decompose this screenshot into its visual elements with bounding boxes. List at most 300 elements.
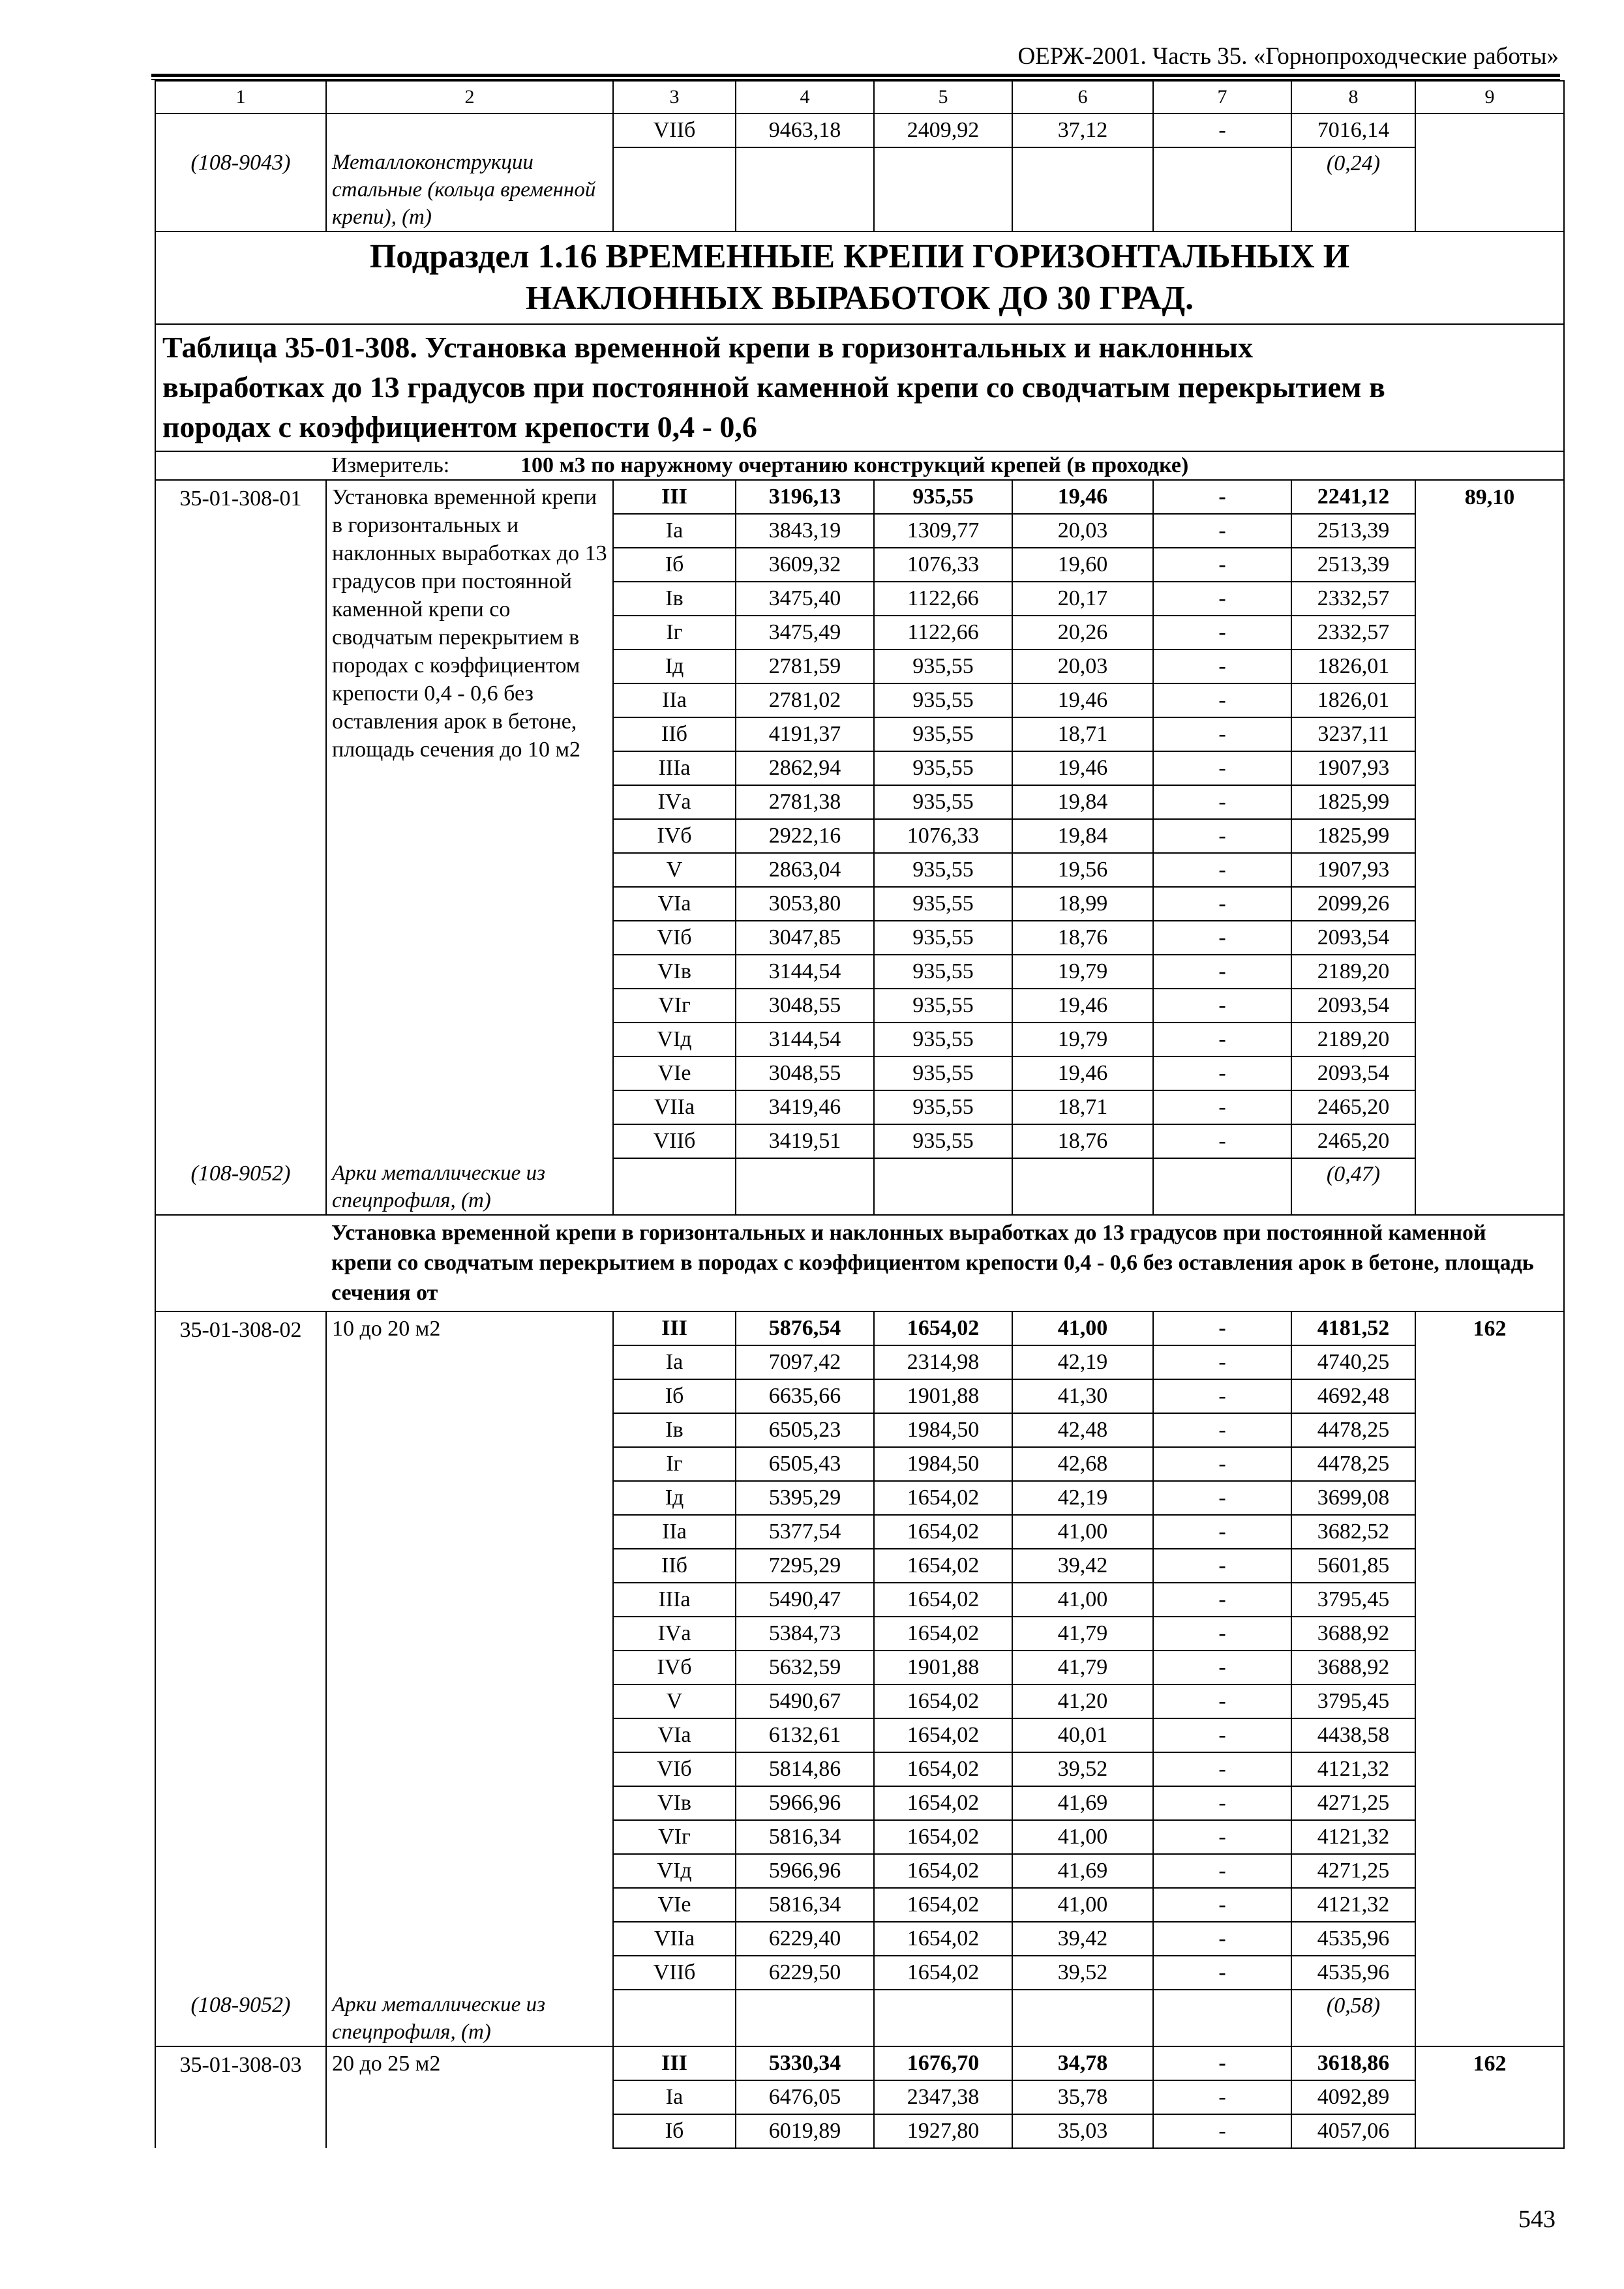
measure-label: Измеритель: bbox=[331, 453, 450, 477]
wages-cell: 2347,38 bbox=[874, 2080, 1012, 2114]
resource-code: (108-9043) bbox=[155, 147, 326, 232]
total-cost-cell: 5632,59 bbox=[736, 1651, 874, 1684]
measure-value: 100 м3 по наружному очертанию конструкций крепей (в проходке) bbox=[520, 453, 1189, 477]
machines-cell: 19,84 bbox=[1012, 785, 1153, 819]
materials-cell: 2465,20 bbox=[1291, 1124, 1415, 1158]
machines-cell: 19,46 bbox=[1012, 683, 1153, 717]
zone-cell: VIе bbox=[613, 1056, 736, 1090]
machines-cell: 41,00 bbox=[1012, 1888, 1153, 1922]
code-cell: 35-01-308-02 bbox=[155, 1311, 326, 1990]
machines-cell: 19,46 bbox=[1012, 989, 1153, 1023]
wages-cell: 1654,02 bbox=[874, 1481, 1012, 1515]
labor-cell: 162 bbox=[1415, 1311, 1564, 1990]
machines-cell: 19,79 bbox=[1012, 1023, 1153, 1056]
total-cost-cell: 4191,37 bbox=[736, 717, 874, 751]
materials-cell: 2332,57 bbox=[1291, 616, 1415, 650]
machines-cell: 18,99 bbox=[1012, 887, 1153, 921]
total-cost-cell: 5395,29 bbox=[736, 1481, 874, 1515]
zone-cell: IVа bbox=[613, 1617, 736, 1651]
table-cell bbox=[736, 147, 874, 232]
table-cell bbox=[736, 1158, 874, 1215]
resource-qty: (0,24) bbox=[1291, 147, 1415, 232]
machines-cell: 19,46 bbox=[1012, 480, 1153, 514]
resource-code: (108-9052) bbox=[155, 1990, 326, 2046]
total-cost-cell: 6019,89 bbox=[736, 2114, 874, 2148]
machines-cell: 20,03 bbox=[1012, 514, 1153, 548]
materials-cell: 4092,89 bbox=[1291, 2080, 1415, 2114]
total-cost-cell: 9463,18 bbox=[736, 113, 874, 147]
resource-code: (108-9052) bbox=[155, 1158, 326, 1215]
zone-cell: IVа bbox=[613, 785, 736, 819]
wages-cell: 1984,50 bbox=[874, 1447, 1012, 1481]
materials-cell: 3618,86 bbox=[1291, 2046, 1415, 2080]
machines-cell: 41,20 bbox=[1012, 1684, 1153, 1718]
resource-qty: (0,47) bbox=[1291, 1158, 1415, 1215]
machinist-wages-cell: - bbox=[1153, 683, 1291, 717]
total-cost-cell: 3048,55 bbox=[736, 989, 874, 1023]
total-cost-cell: 3843,19 bbox=[736, 514, 874, 548]
table-title-line: выработках до 13 градусов при постоянной каменной крепи со сводчатым перекрытием в bbox=[162, 370, 1385, 404]
column-number-row bbox=[155, 81, 1564, 113]
table-cell bbox=[613, 147, 736, 232]
description-cell bbox=[326, 113, 613, 147]
resource-row bbox=[155, 1990, 1564, 2046]
resource-name: Арки металлические из спецпрофиля, (т) bbox=[326, 1158, 613, 1215]
machines-cell: 41,00 bbox=[1012, 1820, 1153, 1854]
total-cost-cell: 7295,29 bbox=[736, 1549, 874, 1583]
materials-cell: 2093,54 bbox=[1291, 989, 1415, 1023]
total-cost-cell: 3196,13 bbox=[736, 480, 874, 514]
wages-cell: 1654,02 bbox=[874, 1718, 1012, 1752]
section-title bbox=[155, 232, 1564, 324]
machinist-wages-cell: - bbox=[1153, 1956, 1291, 1990]
zone-cell: Iд bbox=[613, 1481, 736, 1515]
machinist-wages-cell: - bbox=[1153, 751, 1291, 785]
total-cost-cell: 3419,51 bbox=[736, 1124, 874, 1158]
labor-cell: 89,10 bbox=[1415, 480, 1564, 1158]
table-cell bbox=[1415, 1158, 1564, 1215]
wages-cell: 935,55 bbox=[874, 1124, 1012, 1158]
total-cost-cell: 3047,85 bbox=[736, 921, 874, 955]
machinist-wages-cell: - bbox=[1153, 989, 1291, 1023]
wages-cell: 935,55 bbox=[874, 785, 1012, 819]
materials-cell: 2093,54 bbox=[1291, 1056, 1415, 1090]
machinist-wages-cell: - bbox=[1153, 717, 1291, 751]
machines-cell: 19,56 bbox=[1012, 853, 1153, 887]
machines-cell: 19,79 bbox=[1012, 955, 1153, 989]
zone-cell: V bbox=[613, 853, 736, 887]
machines-cell: 42,48 bbox=[1012, 1413, 1153, 1447]
zone-cell: Iг bbox=[613, 1447, 736, 1481]
wages-cell: 935,55 bbox=[874, 1090, 1012, 1124]
wages-cell: 1309,77 bbox=[874, 514, 1012, 548]
machines-cell: 18,76 bbox=[1012, 1124, 1153, 1158]
wages-cell: 1122,66 bbox=[874, 582, 1012, 616]
materials-cell: 4121,32 bbox=[1291, 1820, 1415, 1854]
labor-cell: 162 bbox=[1415, 2046, 1564, 2148]
table-cell bbox=[155, 451, 326, 480]
materials-cell: 3688,92 bbox=[1291, 1651, 1415, 1684]
total-cost-cell: 2781,59 bbox=[736, 650, 874, 683]
machinist-wages-cell: - bbox=[1153, 921, 1291, 955]
wages-cell: 1654,02 bbox=[874, 1515, 1012, 1549]
table-cell bbox=[874, 147, 1012, 232]
machines-cell: 42,19 bbox=[1012, 1481, 1153, 1515]
wages-cell: 935,55 bbox=[874, 683, 1012, 717]
materials-cell: 4535,96 bbox=[1291, 1956, 1415, 1990]
zone-cell: Iв bbox=[613, 582, 736, 616]
section-title-row bbox=[155, 232, 1564, 324]
zone-cell: VIа bbox=[613, 887, 736, 921]
total-cost-cell: 5377,54 bbox=[736, 1515, 874, 1549]
column-number: 3 bbox=[613, 81, 736, 113]
machines-cell: 19,60 bbox=[1012, 548, 1153, 582]
machinist-wages-cell: - bbox=[1153, 1413, 1291, 1447]
machinist-wages-cell: - bbox=[1153, 548, 1291, 582]
table-title bbox=[155, 324, 1564, 451]
resource-name: Металлоконструкции стальные (кольца временной крепи), (т) bbox=[326, 147, 613, 232]
machinist-wages-cell: - bbox=[1153, 1820, 1291, 1854]
machines-cell: 41,79 bbox=[1012, 1617, 1153, 1651]
materials-cell: 3237,11 bbox=[1291, 717, 1415, 751]
description-cell: 20 до 25 м2 bbox=[326, 2046, 613, 2148]
machinist-wages-cell: - bbox=[1153, 1481, 1291, 1515]
wages-cell: 1654,02 bbox=[874, 1752, 1012, 1786]
machines-cell: 18,76 bbox=[1012, 921, 1153, 955]
zone-cell: III bbox=[613, 1311, 736, 1345]
zone-cell: IVб bbox=[613, 1651, 736, 1684]
machinist-wages-cell: - bbox=[1153, 582, 1291, 616]
code-cell: 35-01-308-01 bbox=[155, 480, 326, 1158]
machinist-wages-cell: - bbox=[1153, 514, 1291, 548]
table-row bbox=[155, 480, 1564, 514]
total-cost-cell: 6132,61 bbox=[736, 1718, 874, 1752]
zone-cell: VIIа bbox=[613, 1922, 736, 1956]
zone-cell: VIIа bbox=[613, 1090, 736, 1124]
materials-cell: 1907,93 bbox=[1291, 751, 1415, 785]
description-cell: Установка временной крепи в горизонтальных и наклонных выработках до 13 градусов при постоянной каменной крепи со сводчатым перекрытием в породах с коэффициентом крепости 0,4 - 0,6 без оставления арок в бетоне, площадь сечения до 10 м2 bbox=[326, 480, 613, 1158]
machines-cell: 18,71 bbox=[1012, 1090, 1153, 1124]
machinist-wages-cell: - bbox=[1153, 2046, 1291, 2080]
machinist-wages-cell: - bbox=[1153, 1124, 1291, 1158]
table-cell bbox=[155, 1215, 326, 1311]
machinist-wages-cell: - bbox=[1153, 2080, 1291, 2114]
wages-cell: 935,55 bbox=[874, 853, 1012, 887]
wages-cell: 1654,02 bbox=[874, 1888, 1012, 1922]
materials-cell: 4181,52 bbox=[1291, 1311, 1415, 1345]
machinist-wages-cell: - bbox=[1153, 887, 1291, 921]
wages-cell: 935,55 bbox=[874, 921, 1012, 955]
total-cost-cell: 6229,50 bbox=[736, 1956, 874, 1990]
zone-cell: VIв bbox=[613, 1786, 736, 1820]
machinist-wages-cell: - bbox=[1153, 1922, 1291, 1956]
machinist-wages-cell: - bbox=[1153, 1345, 1291, 1379]
zone-cell: III bbox=[613, 2046, 736, 2080]
materials-cell: 2332,57 bbox=[1291, 582, 1415, 616]
machines-cell: 41,69 bbox=[1012, 1786, 1153, 1820]
machinist-wages-cell: - bbox=[1153, 1684, 1291, 1718]
materials-cell: 4740,25 bbox=[1291, 1345, 1415, 1379]
total-cost-cell: 6476,05 bbox=[736, 2080, 874, 2114]
table-body bbox=[155, 81, 1564, 2148]
zone-cell: Iб bbox=[613, 2114, 736, 2148]
zone-cell: IIб bbox=[613, 717, 736, 751]
materials-cell: 2513,39 bbox=[1291, 548, 1415, 582]
machinist-wages-cell: - bbox=[1153, 1854, 1291, 1888]
wages-cell: 935,55 bbox=[874, 480, 1012, 514]
machinist-wages-cell: - bbox=[1153, 1786, 1291, 1820]
materials-cell: 3795,45 bbox=[1291, 1684, 1415, 1718]
table-row bbox=[155, 2046, 1564, 2080]
column-number: 1 bbox=[155, 81, 326, 113]
total-cost-cell: 5330,34 bbox=[736, 2046, 874, 2080]
rates-table bbox=[155, 80, 1565, 2149]
subtable-heading-row bbox=[155, 1215, 1564, 1311]
machines-cell: 19,46 bbox=[1012, 751, 1153, 785]
zone-cell: VIв bbox=[613, 955, 736, 989]
total-cost-cell: 5966,96 bbox=[736, 1854, 874, 1888]
zone-cell: Iа bbox=[613, 1345, 736, 1379]
materials-cell: 4121,32 bbox=[1291, 1888, 1415, 1922]
machinist-wages-cell: - bbox=[1153, 1023, 1291, 1056]
zone-cell: VIг bbox=[613, 1820, 736, 1854]
machines-cell: 41,69 bbox=[1012, 1854, 1153, 1888]
wages-cell: 1901,88 bbox=[874, 1379, 1012, 1413]
machines-cell: 35,03 bbox=[1012, 2114, 1153, 2148]
table-cell bbox=[1415, 1990, 1564, 2046]
table-cell bbox=[1012, 1990, 1153, 2046]
zone-cell: IIа bbox=[613, 683, 736, 717]
materials-cell: 2189,20 bbox=[1291, 955, 1415, 989]
wages-cell: 1654,02 bbox=[874, 1820, 1012, 1854]
page-header: ОЕРЖ-2001. Часть 35. «Горнопроходческие работы» bbox=[1017, 43, 1559, 70]
column-number: 7 bbox=[1153, 81, 1291, 113]
materials-cell: 4692,48 bbox=[1291, 1379, 1415, 1413]
wages-cell: 1927,80 bbox=[874, 2114, 1012, 2148]
materials-cell: 4057,06 bbox=[1291, 2114, 1415, 2148]
column-number: 4 bbox=[736, 81, 874, 113]
table-cell bbox=[874, 1158, 1012, 1215]
zone-cell: VIIб bbox=[613, 1124, 736, 1158]
machinist-wages-cell: - bbox=[1153, 1447, 1291, 1481]
wages-cell: 1654,02 bbox=[874, 1311, 1012, 1345]
materials-cell: 1825,99 bbox=[1291, 819, 1415, 853]
machines-cell: 41,79 bbox=[1012, 1651, 1153, 1684]
zone-cell: Iг bbox=[613, 616, 736, 650]
wages-cell: 1654,02 bbox=[874, 1684, 1012, 1718]
resource-qty: (0,58) bbox=[1291, 1990, 1415, 2046]
machines-cell: 41,00 bbox=[1012, 1311, 1153, 1345]
total-cost-cell: 6229,40 bbox=[736, 1922, 874, 1956]
zone-cell: IIIа bbox=[613, 1583, 736, 1617]
total-cost-cell: 5814,86 bbox=[736, 1752, 874, 1786]
table-cell bbox=[874, 1990, 1012, 2046]
machines-cell: 37,12 bbox=[1012, 113, 1153, 147]
total-cost-cell: 6635,66 bbox=[736, 1379, 874, 1413]
resource-row bbox=[155, 147, 1564, 232]
materials-cell: 4478,25 bbox=[1291, 1413, 1415, 1447]
wages-cell: 935,55 bbox=[874, 1056, 1012, 1090]
machines-cell: 20,26 bbox=[1012, 616, 1153, 650]
total-cost-cell: 3419,46 bbox=[736, 1090, 874, 1124]
materials-cell: 3688,92 bbox=[1291, 1617, 1415, 1651]
machinist-wages-cell: - bbox=[1153, 1888, 1291, 1922]
wages-cell: 935,55 bbox=[874, 989, 1012, 1023]
column-number: 8 bbox=[1291, 81, 1415, 113]
zone-cell: Iб bbox=[613, 1379, 736, 1413]
materials-cell: 4121,32 bbox=[1291, 1752, 1415, 1786]
materials-cell: 4478,25 bbox=[1291, 1447, 1415, 1481]
zone-cell: VIа bbox=[613, 1718, 736, 1752]
total-cost-cell: 5876,54 bbox=[736, 1311, 874, 1345]
machines-cell: 34,78 bbox=[1012, 2046, 1153, 2080]
zone-cell: Iа bbox=[613, 514, 736, 548]
wages-cell: 1654,02 bbox=[874, 1617, 1012, 1651]
machinist-wages-cell: - bbox=[1153, 1056, 1291, 1090]
measure-cell bbox=[326, 451, 1564, 480]
machines-cell: 19,46 bbox=[1012, 1056, 1153, 1090]
wages-cell: 2314,98 bbox=[874, 1345, 1012, 1379]
machinist-wages-cell: - bbox=[1153, 1583, 1291, 1617]
total-cost-cell: 5816,34 bbox=[736, 1820, 874, 1854]
machinist-wages-cell: - bbox=[1153, 1651, 1291, 1684]
wages-cell: 935,55 bbox=[874, 717, 1012, 751]
machines-cell: 35,78 bbox=[1012, 2080, 1153, 2114]
machines-cell: 41,00 bbox=[1012, 1583, 1153, 1617]
materials-cell: 3795,45 bbox=[1291, 1583, 1415, 1617]
table-cell bbox=[1012, 1158, 1153, 1215]
table-title-line: Таблица 35-01-308. Установка временной крепи в горизонтальных и наклонных bbox=[162, 331, 1254, 364]
total-cost-cell: 7097,42 bbox=[736, 1345, 874, 1379]
total-cost-cell: 5816,34 bbox=[736, 1888, 874, 1922]
column-number: 5 bbox=[874, 81, 1012, 113]
zone-cell: Iд bbox=[613, 650, 736, 683]
total-cost-cell: 2863,04 bbox=[736, 853, 874, 887]
zone-cell: IIа bbox=[613, 1515, 736, 1549]
machinist-wages-cell: - bbox=[1153, 1718, 1291, 1752]
zone-cell: VIIб bbox=[613, 113, 736, 147]
machines-cell: 40,01 bbox=[1012, 1718, 1153, 1752]
wages-cell: 1654,02 bbox=[874, 1549, 1012, 1583]
materials-cell: 4271,25 bbox=[1291, 1786, 1415, 1820]
materials-cell: 2241,12 bbox=[1291, 480, 1415, 514]
machinist-wages-cell: - bbox=[1153, 1090, 1291, 1124]
machinist-wages-cell: - bbox=[1153, 1752, 1291, 1786]
materials-cell: 2189,20 bbox=[1291, 1023, 1415, 1056]
materials-cell: 3699,08 bbox=[1291, 1481, 1415, 1515]
table-title-row bbox=[155, 324, 1564, 451]
total-cost-cell: 2781,02 bbox=[736, 683, 874, 717]
machinist-wages-cell: - bbox=[1153, 1311, 1291, 1345]
wages-cell: 935,55 bbox=[874, 650, 1012, 683]
table-cell bbox=[1153, 147, 1291, 232]
table-cell bbox=[613, 1990, 736, 2046]
wages-cell: 1654,02 bbox=[874, 1922, 1012, 1956]
table-cell bbox=[1415, 147, 1564, 232]
machinist-wages-cell: - bbox=[1153, 616, 1291, 650]
code-cell bbox=[155, 113, 326, 147]
machines-cell: 19,84 bbox=[1012, 819, 1153, 853]
materials-cell: 4535,96 bbox=[1291, 1922, 1415, 1956]
total-cost-cell: 2781,38 bbox=[736, 785, 874, 819]
zone-cell: VIд bbox=[613, 1023, 736, 1056]
zone-cell: III bbox=[613, 480, 736, 514]
wages-cell: 1076,33 bbox=[874, 819, 1012, 853]
machines-cell: 41,30 bbox=[1012, 1379, 1153, 1413]
total-cost-cell: 5966,96 bbox=[736, 1786, 874, 1820]
machinist-wages-cell: - bbox=[1153, 785, 1291, 819]
total-cost-cell: 5490,47 bbox=[736, 1583, 874, 1617]
materials-cell: 2093,54 bbox=[1291, 921, 1415, 955]
total-cost-cell: 6505,23 bbox=[736, 1413, 874, 1447]
total-cost-cell: 6505,43 bbox=[736, 1447, 874, 1481]
machines-cell: 39,42 bbox=[1012, 1549, 1153, 1583]
wages-cell: 935,55 bbox=[874, 955, 1012, 989]
materials-cell: 1825,99 bbox=[1291, 785, 1415, 819]
wages-cell: 1984,50 bbox=[874, 1413, 1012, 1447]
table-cell bbox=[1012, 147, 1153, 232]
machines-cell: 18,71 bbox=[1012, 717, 1153, 751]
materials-cell: 2513,39 bbox=[1291, 514, 1415, 548]
column-number: 9 bbox=[1415, 81, 1564, 113]
page-number: 543 bbox=[1518, 2206, 1556, 2233]
total-cost-cell: 3475,49 bbox=[736, 616, 874, 650]
column-number: 6 bbox=[1012, 81, 1153, 113]
total-cost-cell: 3475,40 bbox=[736, 582, 874, 616]
wages-cell: 935,55 bbox=[874, 887, 1012, 921]
section-title-line: Подраздел 1.16 ВРЕМЕННЫЕ КРЕПИ ГОРИЗОНТАЛЬНЫХ И bbox=[369, 238, 1350, 275]
machines-cell: 42,19 bbox=[1012, 1345, 1153, 1379]
total-cost-cell: 3144,54 bbox=[736, 955, 874, 989]
machinist-wages-cell: - bbox=[1153, 1617, 1291, 1651]
table-cell bbox=[1153, 1158, 1291, 1215]
table-cell bbox=[1153, 1990, 1291, 2046]
code-cell: 35-01-308-03 bbox=[155, 2046, 326, 2148]
wages-cell: 935,55 bbox=[874, 751, 1012, 785]
materials-cell: 4438,58 bbox=[1291, 1718, 1415, 1752]
wages-cell: 1654,02 bbox=[874, 1786, 1012, 1820]
machines-cell: 39,52 bbox=[1012, 1752, 1153, 1786]
materials-cell: 3682,52 bbox=[1291, 1515, 1415, 1549]
resource-row bbox=[155, 1158, 1564, 1215]
materials-cell: 2099,26 bbox=[1291, 887, 1415, 921]
resource-name: Арки металлические из спецпрофиля, (т) bbox=[326, 1990, 613, 2046]
zone-cell: VIб bbox=[613, 921, 736, 955]
machinist-wages-cell: - bbox=[1153, 2114, 1291, 2148]
machinist-wages-cell: - bbox=[1153, 1379, 1291, 1413]
zone-cell: VIIб bbox=[613, 1956, 736, 1990]
wages-cell: 1654,02 bbox=[874, 1854, 1012, 1888]
table-cell bbox=[613, 1158, 736, 1215]
measure-row bbox=[155, 451, 1564, 480]
zone-cell: IIб bbox=[613, 1549, 736, 1583]
zone-cell: VIг bbox=[613, 989, 736, 1023]
table-cell bbox=[736, 1990, 874, 2046]
wages-cell: 1901,88 bbox=[874, 1651, 1012, 1684]
machines-cell: 42,68 bbox=[1012, 1447, 1153, 1481]
zone-cell: IIIа bbox=[613, 751, 736, 785]
machines-cell: 20,17 bbox=[1012, 582, 1153, 616]
materials-cell: 4271,25 bbox=[1291, 1854, 1415, 1888]
total-cost-cell: 2862,94 bbox=[736, 751, 874, 785]
materials-cell: 1826,01 bbox=[1291, 650, 1415, 683]
total-cost-cell: 3144,54 bbox=[736, 1023, 874, 1056]
header-rule-thick bbox=[151, 74, 1560, 77]
zone-cell: IVб bbox=[613, 819, 736, 853]
machines-cell: 39,42 bbox=[1012, 1922, 1153, 1956]
zone-cell: VIб bbox=[613, 1752, 736, 1786]
wages-cell: 1654,02 bbox=[874, 1583, 1012, 1617]
